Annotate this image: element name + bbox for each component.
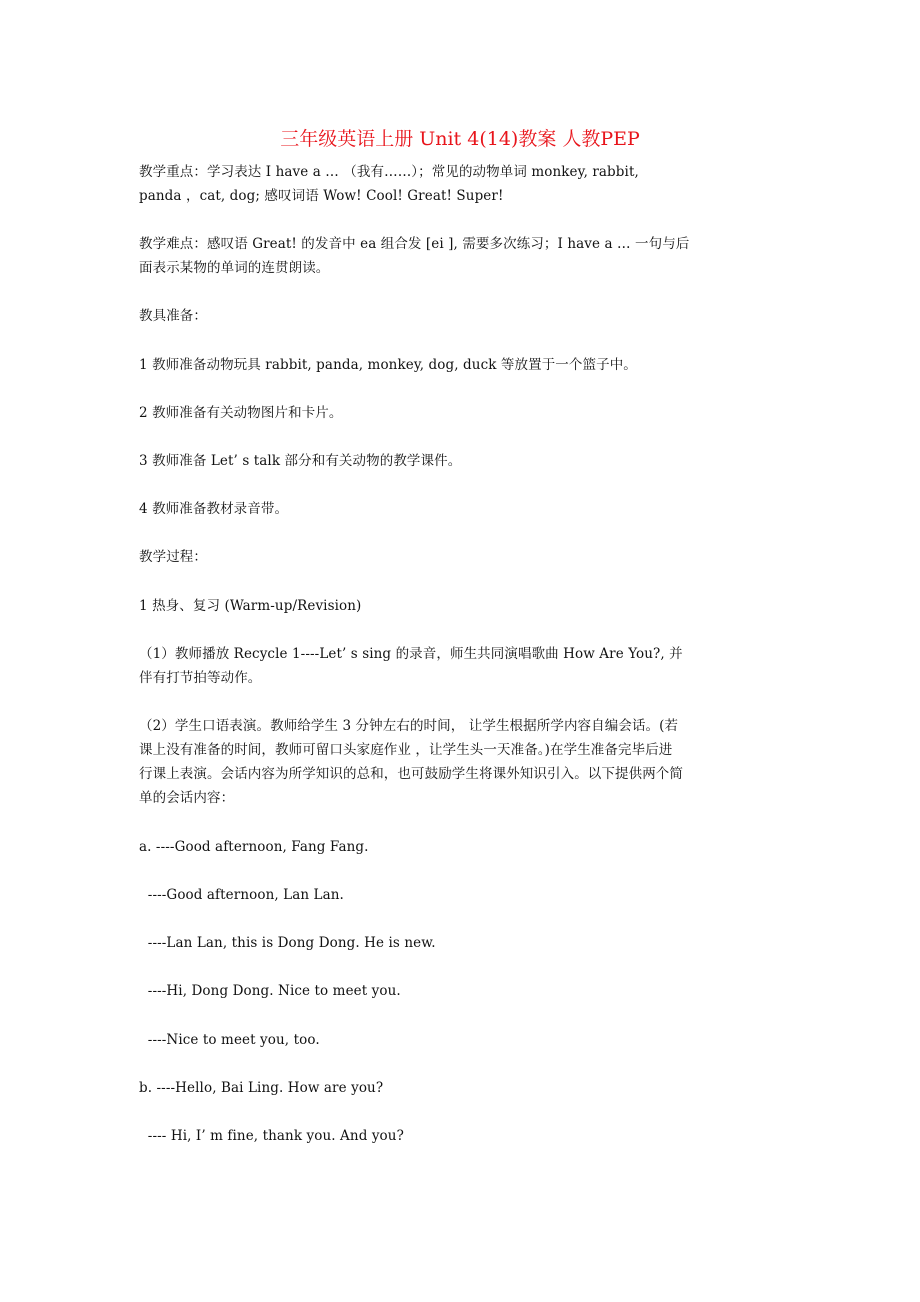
text-line: ----Hi, Dong Dong. Nice to meet you. [139, 983, 401, 999]
text-line: a. ----Good afternoon, Fang Fang. [139, 839, 369, 855]
text-line: 1 热身、复习 (Warm-up/Revision) [139, 598, 362, 614]
text-line: 面表示某物的单词的连贯朗读。 [139, 260, 330, 276]
text-line: 教学过程： [139, 549, 207, 565]
text-line: ---- Hi, I’ m fine, thank you. And you? [139, 1128, 404, 1144]
text-line: ----Good afternoon, Lan Lan. [139, 887, 344, 903]
text-line: 4 教师准备教材录音带。 [139, 501, 289, 517]
text-line: （2）学生口语表演。教师给学生 3 分钟左右的时间， 让学生根据所学内容自编会话。(若 [139, 718, 679, 734]
text-line: （1）教师播放 Recycle 1----Let’ s sing 的录音，师生共同演唱歌曲 How Are You?, 并 [139, 646, 683, 662]
text-line: b. ----Hello, Bai Ling. How are you? [139, 1080, 384, 1096]
text-line: 1 教师准备动物玩具 rabbit, panda, monkey, dog, duck 等放置于一个篮子中。 [139, 357, 637, 373]
text-line: 行课上表演。会话内容为所学知识的总和，也可鼓励学生将课外知识引入。以下提供两个简 [139, 766, 683, 782]
text-line: 课上没有准备的时间，教师可留口头家庭作业 ，让学生头一天准备。)在学生准备完毕后进 [139, 742, 673, 758]
text-line: 教学重点：学习表达 I have a … （我有……）；常见的动物单词 monkey, rabbit, [139, 164, 639, 180]
text-line: ----Lan Lan, this is Dong Dong. He is new. [139, 935, 436, 951]
text-line: 教具准备： [139, 308, 207, 324]
text-line: 2 教师准备有关动物图片和卡片。 [139, 405, 343, 421]
text-line: 单的会话内容： [139, 790, 235, 806]
text-line: panda ，cat, dog; 感叹词语 Wow! Cool! Great! Super! [139, 188, 504, 204]
text-line: 3 教师准备 Let’ s talk 部分和有关动物的教学课件。 [139, 453, 462, 469]
text-line: 教学难点：感叹语 Great! 的发音中 ea 组合发 [ei ], 需要多次练习；I have a … 一句与后 [139, 236, 690, 252]
text-line: 伴有打节拍等动作。 [139, 670, 262, 686]
text-line: ----Nice to meet you, too. [139, 1032, 320, 1048]
document-title: 三年级英语上册 Unit 4(14)教案 人教PEP [280, 128, 640, 150]
